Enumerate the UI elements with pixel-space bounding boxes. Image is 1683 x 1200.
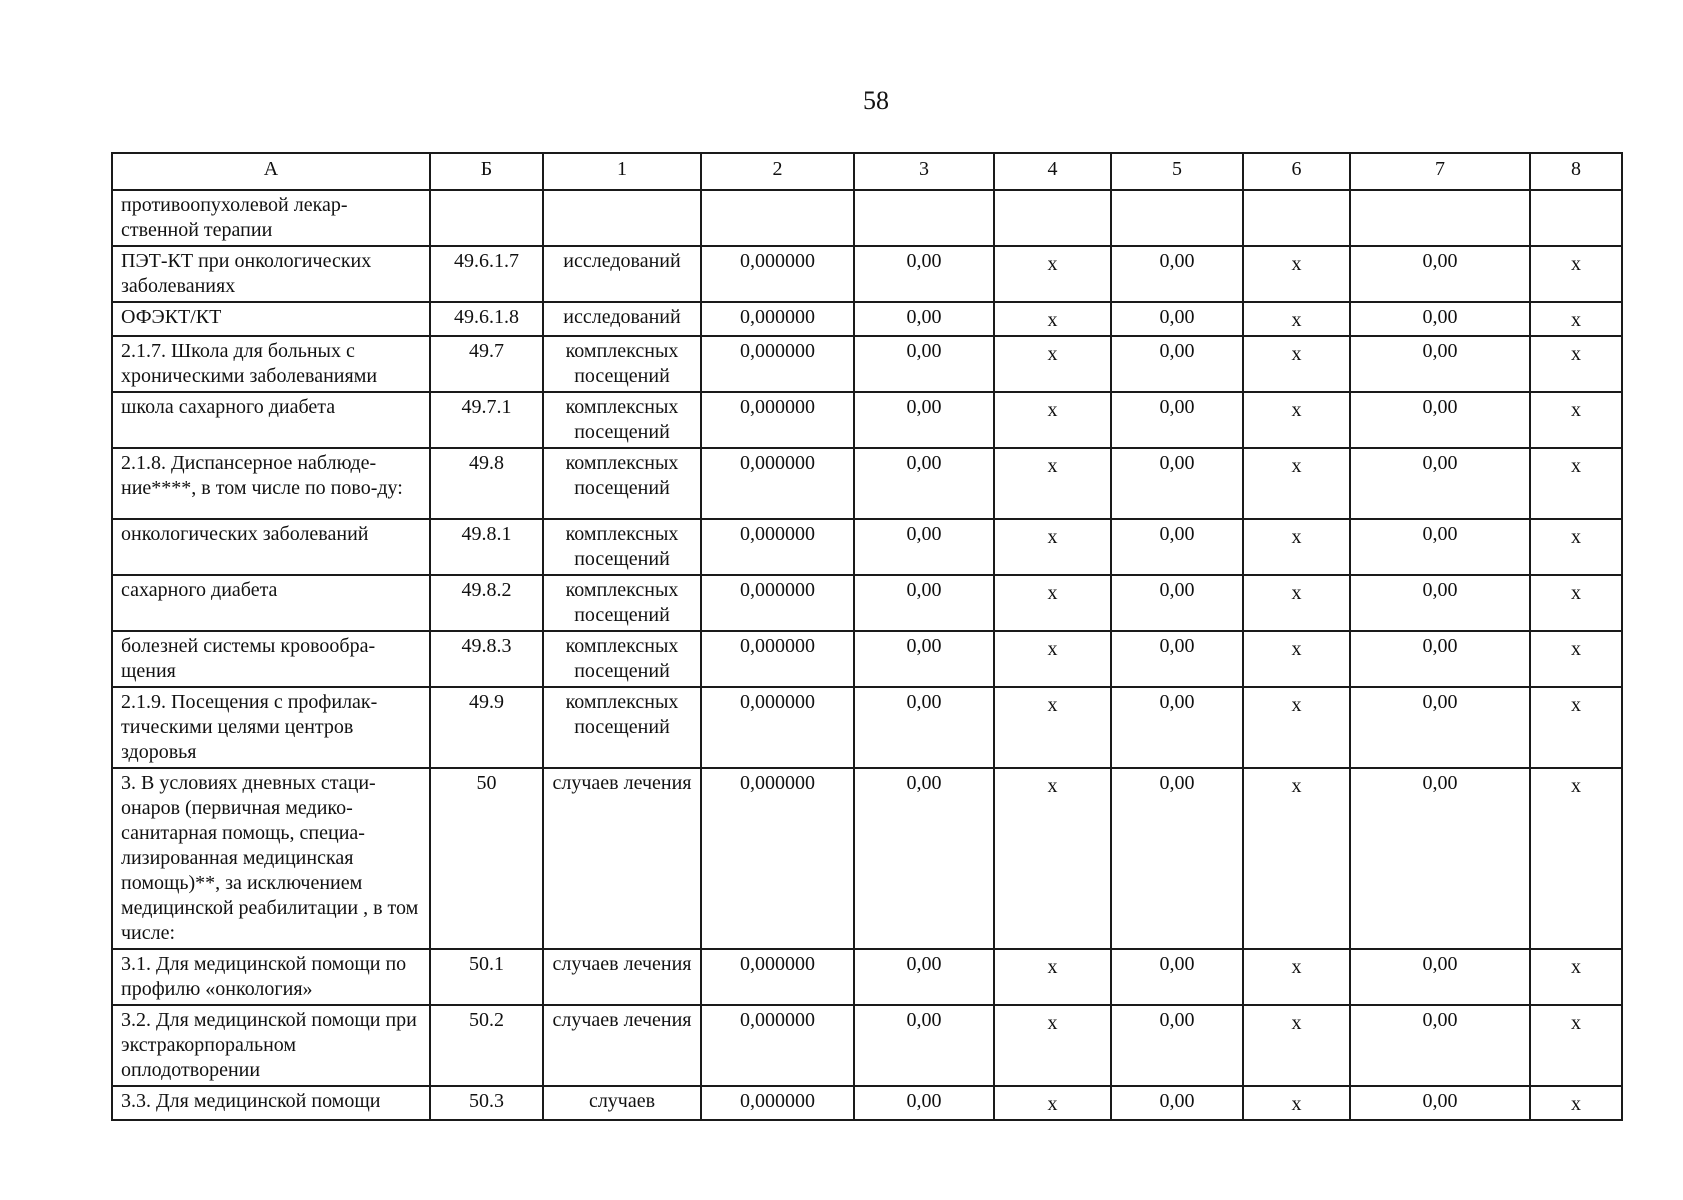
cell-col-8 <box>1530 190 1622 246</box>
cell-col-6: х <box>1243 246 1350 302</box>
cell-col-7: 0,00 <box>1350 687 1530 768</box>
cell-col-8: х <box>1530 687 1622 768</box>
cell-col-4: х <box>994 1005 1111 1086</box>
cell-col-7: 0,00 <box>1350 949 1530 1005</box>
cell-col-6: х <box>1243 687 1350 768</box>
cell-col-2 <box>701 190 854 246</box>
cell-col-5: 0,00 <box>1111 448 1243 519</box>
cell-col-3 <box>854 190 994 246</box>
cell-col-3: 0,00 <box>854 631 994 687</box>
cell-col-a: школа сахарного диабета <box>112 392 430 448</box>
cell-col-2: 0,000000 <box>701 768 854 949</box>
cell-col-a: 2.1.9. Посещения с профилак-тическими целями центров здоровья <box>112 687 430 768</box>
cell-col-7: 0,00 <box>1350 392 1530 448</box>
table-row <box>112 768 1622 949</box>
cell-col-1: комплексных посещений <box>543 575 701 631</box>
cell-col-8: х <box>1530 1005 1622 1086</box>
cell-col-7: 0,00 <box>1350 1086 1530 1120</box>
cell-col-4: х <box>994 302 1111 336</box>
cell-col-1: комплексных посещений <box>543 631 701 687</box>
cell-col-6: х <box>1243 631 1350 687</box>
cell-col-b: 49.9 <box>430 687 543 768</box>
cell-col-a: 3.1. Для медицинской помощи по профилю «онкология» <box>112 949 430 1005</box>
cell-col-4: х <box>994 949 1111 1005</box>
cell-col-2: 0,000000 <box>701 336 854 392</box>
data-table <box>111 152 1623 1121</box>
cell-col-a: 2.1.8. Диспансерное наблюде-ние****, в том числе по пово-ду: <box>112 448 430 519</box>
cell-col-b: 50.1 <box>430 949 543 1005</box>
table-row <box>112 631 1622 687</box>
cell-col-7 <box>1350 190 1530 246</box>
cell-col-8: х <box>1530 949 1622 1005</box>
table-row <box>112 949 1622 1005</box>
cell-col-a: ОФЭКТ/КТ <box>112 302 430 336</box>
table-row <box>112 575 1622 631</box>
cell-col-1: случаев лечения <box>543 1005 701 1086</box>
cell-col-3: 0,00 <box>854 336 994 392</box>
cell-col-b <box>430 190 543 246</box>
cell-col-a: 3.2. Для медицинской помощи при экстракорпоральном оплодотворении <box>112 1005 430 1086</box>
cell-col-2: 0,000000 <box>701 519 854 575</box>
cell-col-4: х <box>994 768 1111 949</box>
cell-col-1 <box>543 190 701 246</box>
cell-col-6: х <box>1243 1086 1350 1120</box>
cell-col-8: х <box>1530 336 1622 392</box>
cell-col-7: 0,00 <box>1350 448 1530 519</box>
cell-col-8: х <box>1530 448 1622 519</box>
table-row <box>112 1086 1622 1120</box>
cell-col-3: 0,00 <box>854 949 994 1005</box>
cell-col-5: 0,00 <box>1111 631 1243 687</box>
cell-col-6: х <box>1243 302 1350 336</box>
cell-col-5 <box>1111 190 1243 246</box>
cell-col-4: х <box>994 246 1111 302</box>
header-cell-3: 3 <box>854 153 994 190</box>
cell-col-5: 0,00 <box>1111 302 1243 336</box>
cell-col-3: 0,00 <box>854 302 994 336</box>
cell-col-b: 49.6.1.8 <box>430 302 543 336</box>
cell-col-7: 0,00 <box>1350 246 1530 302</box>
cell-col-5: 0,00 <box>1111 246 1243 302</box>
cell-col-1: случаев лечения <box>543 949 701 1005</box>
cell-col-1: комплексных посещений <box>543 336 701 392</box>
cell-col-a: ПЭТ-КТ при онкологических заболеваниях <box>112 246 430 302</box>
cell-col-4: х <box>994 1086 1111 1120</box>
header-cell-a: А <box>112 153 430 190</box>
cell-col-2: 0,000000 <box>701 448 854 519</box>
cell-col-b: 49.8.1 <box>430 519 543 575</box>
cell-col-3: 0,00 <box>854 768 994 949</box>
cell-col-1: случаев <box>543 1086 701 1120</box>
table-row <box>112 246 1622 302</box>
header-cell-b: Б <box>430 153 543 190</box>
cell-col-b: 50.2 <box>430 1005 543 1086</box>
cell-col-7: 0,00 <box>1350 1005 1530 1086</box>
cell-col-1: случаев лечения <box>543 768 701 949</box>
table-row <box>112 448 1622 519</box>
cell-col-3: 0,00 <box>854 687 994 768</box>
cell-col-5: 0,00 <box>1111 336 1243 392</box>
cell-col-8: х <box>1530 575 1622 631</box>
cell-col-8: х <box>1530 302 1622 336</box>
cell-col-3: 0,00 <box>854 1005 994 1086</box>
cell-col-6: х <box>1243 336 1350 392</box>
cell-col-1: комплексных посещений <box>543 687 701 768</box>
cell-col-4: х <box>994 448 1111 519</box>
cell-col-8: х <box>1530 1086 1622 1120</box>
cell-col-6: х <box>1243 949 1350 1005</box>
cell-col-2: 0,000000 <box>701 1086 854 1120</box>
table-row <box>112 190 1622 246</box>
cell-col-6: х <box>1243 575 1350 631</box>
header-row <box>112 153 1622 190</box>
cell-col-a: болезней системы кровообра-щения <box>112 631 430 687</box>
cell-col-7: 0,00 <box>1350 336 1530 392</box>
cell-col-8: х <box>1530 768 1622 949</box>
cell-col-5: 0,00 <box>1111 575 1243 631</box>
cell-col-6: х <box>1243 448 1350 519</box>
table-body <box>112 153 1622 1120</box>
cell-col-8: х <box>1530 392 1622 448</box>
cell-col-b: 49.8 <box>430 448 543 519</box>
header-cell-8: 8 <box>1530 153 1622 190</box>
cell-col-1: комплексных посещений <box>543 448 701 519</box>
cell-col-b: 50.3 <box>430 1086 543 1120</box>
cell-col-b: 49.6.1.7 <box>430 246 543 302</box>
cell-col-4: х <box>994 687 1111 768</box>
cell-col-3: 0,00 <box>854 575 994 631</box>
cell-col-b: 49.7.1 <box>430 392 543 448</box>
cell-col-6: х <box>1243 392 1350 448</box>
cell-col-8: х <box>1530 519 1622 575</box>
cell-col-4: х <box>994 392 1111 448</box>
table-row <box>112 1005 1622 1086</box>
cell-col-3: 0,00 <box>854 246 994 302</box>
cell-col-7: 0,00 <box>1350 768 1530 949</box>
cell-col-4: х <box>994 519 1111 575</box>
cell-col-6: х <box>1243 519 1350 575</box>
cell-col-3: 0,00 <box>854 448 994 519</box>
cell-col-1: комплексных посещений <box>543 392 701 448</box>
cell-col-5: 0,00 <box>1111 519 1243 575</box>
header-cell-4: 4 <box>994 153 1111 190</box>
cell-col-5: 0,00 <box>1111 392 1243 448</box>
cell-col-2: 0,000000 <box>701 392 854 448</box>
cell-col-a: онкологических заболеваний <box>112 519 430 575</box>
cell-col-1: комплексных посещений <box>543 519 701 575</box>
page-number: 58 <box>863 86 889 115</box>
header-cell-5: 5 <box>1111 153 1243 190</box>
cell-col-7: 0,00 <box>1350 302 1530 336</box>
cell-col-b: 49.7 <box>430 336 543 392</box>
cell-col-7: 0,00 <box>1350 519 1530 575</box>
cell-col-a: противоопухолевой лекар-ственной терапии <box>112 190 430 246</box>
cell-col-5: 0,00 <box>1111 768 1243 949</box>
cell-col-8: х <box>1530 246 1622 302</box>
cell-col-5: 0,00 <box>1111 949 1243 1005</box>
cell-col-2: 0,000000 <box>701 949 854 1005</box>
cell-col-3: 0,00 <box>854 1086 994 1120</box>
cell-col-5: 0,00 <box>1111 1005 1243 1086</box>
table-row <box>112 336 1622 392</box>
cell-col-8: х <box>1530 631 1622 687</box>
cell-col-2: 0,000000 <box>701 302 854 336</box>
cell-col-6 <box>1243 190 1350 246</box>
cell-col-7: 0,00 <box>1350 631 1530 687</box>
cell-col-b: 49.8.2 <box>430 575 543 631</box>
cell-col-4: х <box>994 336 1111 392</box>
cell-col-2: 0,000000 <box>701 687 854 768</box>
table-row <box>112 392 1622 448</box>
table-row <box>112 302 1622 336</box>
cell-col-a: 3. В условиях дневных стаци-онаров (первичная медико-санитарная помощь, специа-лизированная медицинская помощь)**, за исключением медицинской реабилитации , в том числе: <box>112 768 430 949</box>
cell-col-1: исследований <box>543 302 701 336</box>
cell-col-6: х <box>1243 768 1350 949</box>
cell-col-2: 0,000000 <box>701 1005 854 1086</box>
header-cell-6: 6 <box>1243 153 1350 190</box>
cell-col-5: 0,00 <box>1111 1086 1243 1120</box>
cell-col-3: 0,00 <box>854 392 994 448</box>
header-cell-7: 7 <box>1350 153 1530 190</box>
cell-col-b: 50 <box>430 768 543 949</box>
cell-col-4: х <box>994 631 1111 687</box>
cell-col-3: 0,00 <box>854 519 994 575</box>
cell-col-7: 0,00 <box>1350 575 1530 631</box>
cell-col-6: х <box>1243 1005 1350 1086</box>
cell-col-2: 0,000000 <box>701 575 854 631</box>
cell-col-b: 49.8.3 <box>430 631 543 687</box>
header-cell-2: 2 <box>701 153 854 190</box>
header-cell-1: 1 <box>543 153 701 190</box>
cell-col-a: 3.3. Для медицинской помощи <box>112 1086 430 1120</box>
cell-col-2: 0,000000 <box>701 631 854 687</box>
cell-col-4: х <box>994 575 1111 631</box>
cell-col-2: 0,000000 <box>701 246 854 302</box>
cell-col-5: 0,00 <box>1111 687 1243 768</box>
table-row <box>112 519 1622 575</box>
cell-col-a: сахарного диабета <box>112 575 430 631</box>
cell-col-1: исследований <box>543 246 701 302</box>
cell-col-4 <box>994 190 1111 246</box>
table-row <box>112 687 1622 768</box>
cell-col-a: 2.1.7. Школа для больных с хроническими заболеваниями <box>112 336 430 392</box>
